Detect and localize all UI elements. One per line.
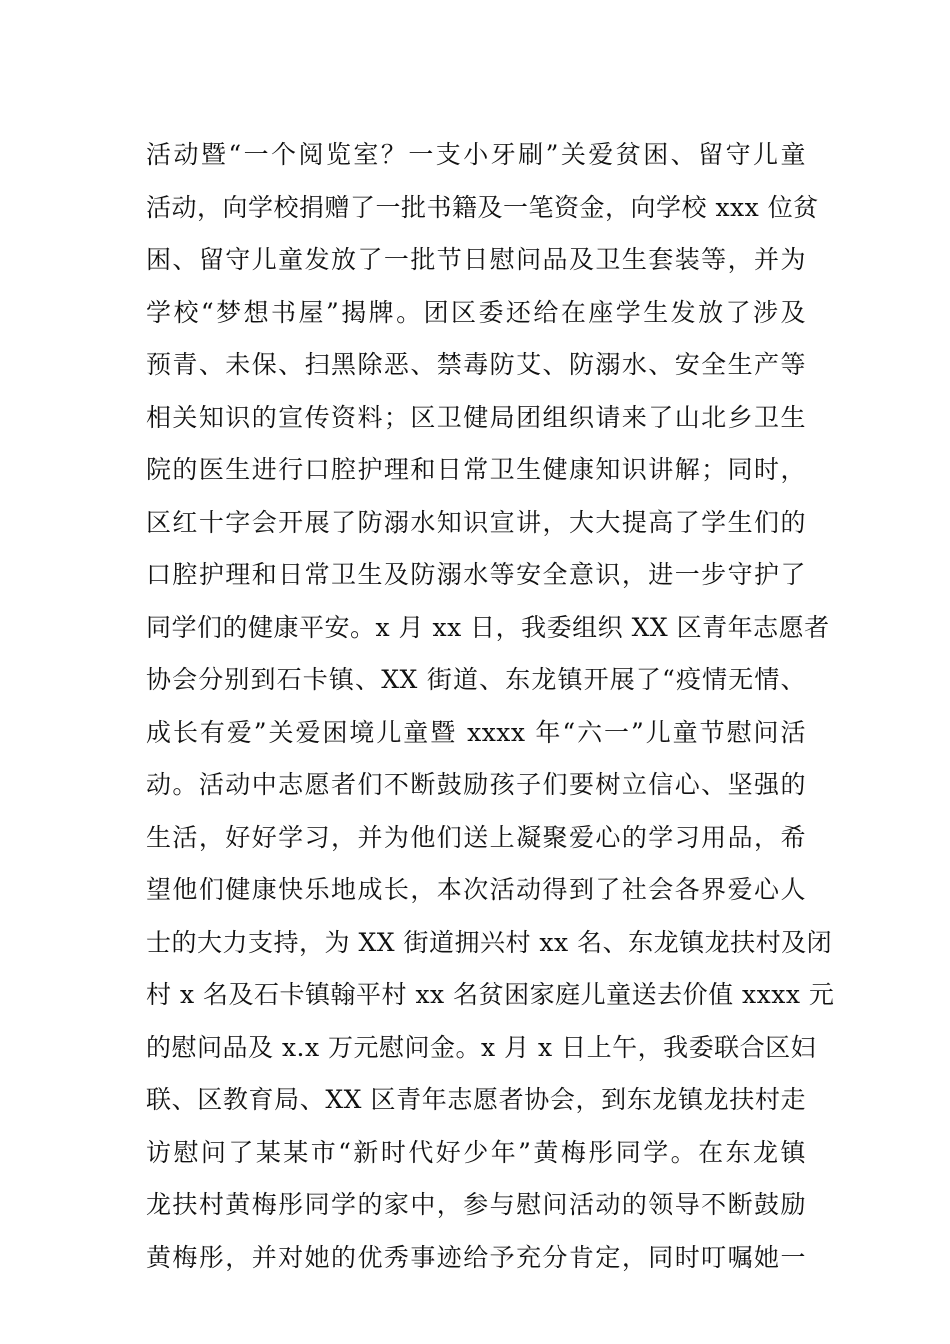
text-line: 访慰问了某某市“新时代好少年”黄梅彤同学。在东龙镇	[146, 1137, 806, 1167]
text-line: 活动，向学校捐赠了一批书籍及一笔资金，向学校 xxx 位贫	[146, 192, 819, 222]
body-paragraph	[146, 129, 835, 1284]
text-line: 活动暨“一个阅览室？一支小牙刷”关爱贫困、留守儿童	[146, 140, 806, 169]
text-line: 预青、未保、扫黑除恶、禁毒防艾、防溺水、安全生产等	[146, 350, 806, 379]
text-line: 士的大力支持，为 XX 街道拥兴村 xx 名、东龙镇龙扶村及闭	[146, 927, 833, 957]
text-line: 协会分别到石卡镇、XX 街道、东龙镇开展了“疫情无情、	[146, 665, 806, 694]
text-line: 口腔护理和日常卫生及防溺水等安全意识，进一步守护了	[146, 560, 806, 589]
text-line: 龙扶村黄梅彤同学的家中，参与慰问活动的领导不断鼓励	[146, 1190, 806, 1219]
text-line: 生活，好好学习，并为他们送上凝聚爱心的学习用品，希	[146, 822, 806, 852]
text-line: 村 x 名及石卡镇翰平村 xx 名贫困家庭儿童送去价值 xxxx 元	[146, 980, 835, 1009]
text-line: 成长有爱”关爱困境儿童暨 xxxx 年“六一”儿童节慰问活	[146, 717, 806, 747]
text-line: 同学们的健康平安。x 月 xx 日，我委组织 XX 区青年志愿者	[146, 612, 830, 642]
text-line: 动。活动中志愿者们不断鼓励孩子们要树立信心、坚强的	[146, 770, 806, 799]
text-line: 望他们健康快乐地成长，本次活动得到了社会各界爱心人	[146, 875, 806, 904]
text-line: 学校“梦想书屋”揭牌。团区委还给在座学生发放了涉及	[146, 297, 806, 327]
text-line: 院的医生进行口腔护理和日常卫生健康知识讲解；同时，	[146, 455, 806, 484]
text-line: 区红十字会开展了防溺水知识宣讲，大大提高了学生们的	[146, 507, 806, 537]
text-line: 黄梅彤，并对她的优秀事迹给予充分肯定，同时叮嘱她一	[146, 1242, 806, 1272]
text-line: 联、区教育局、XX 区青年志愿者协会，到东龙镇龙扶村走	[146, 1085, 806, 1114]
text-line: 相关知识的宣传资料；区卫健局团组织请来了山北乡卫生	[146, 402, 806, 432]
text-line: 困、留守儿童发放了一批节日慰问品及卫生套装等，并为	[146, 245, 806, 274]
text-line: 的慰问品及 x.x 万元慰问金。x 月 x 日上午，我委联合区妇	[146, 1032, 817, 1062]
